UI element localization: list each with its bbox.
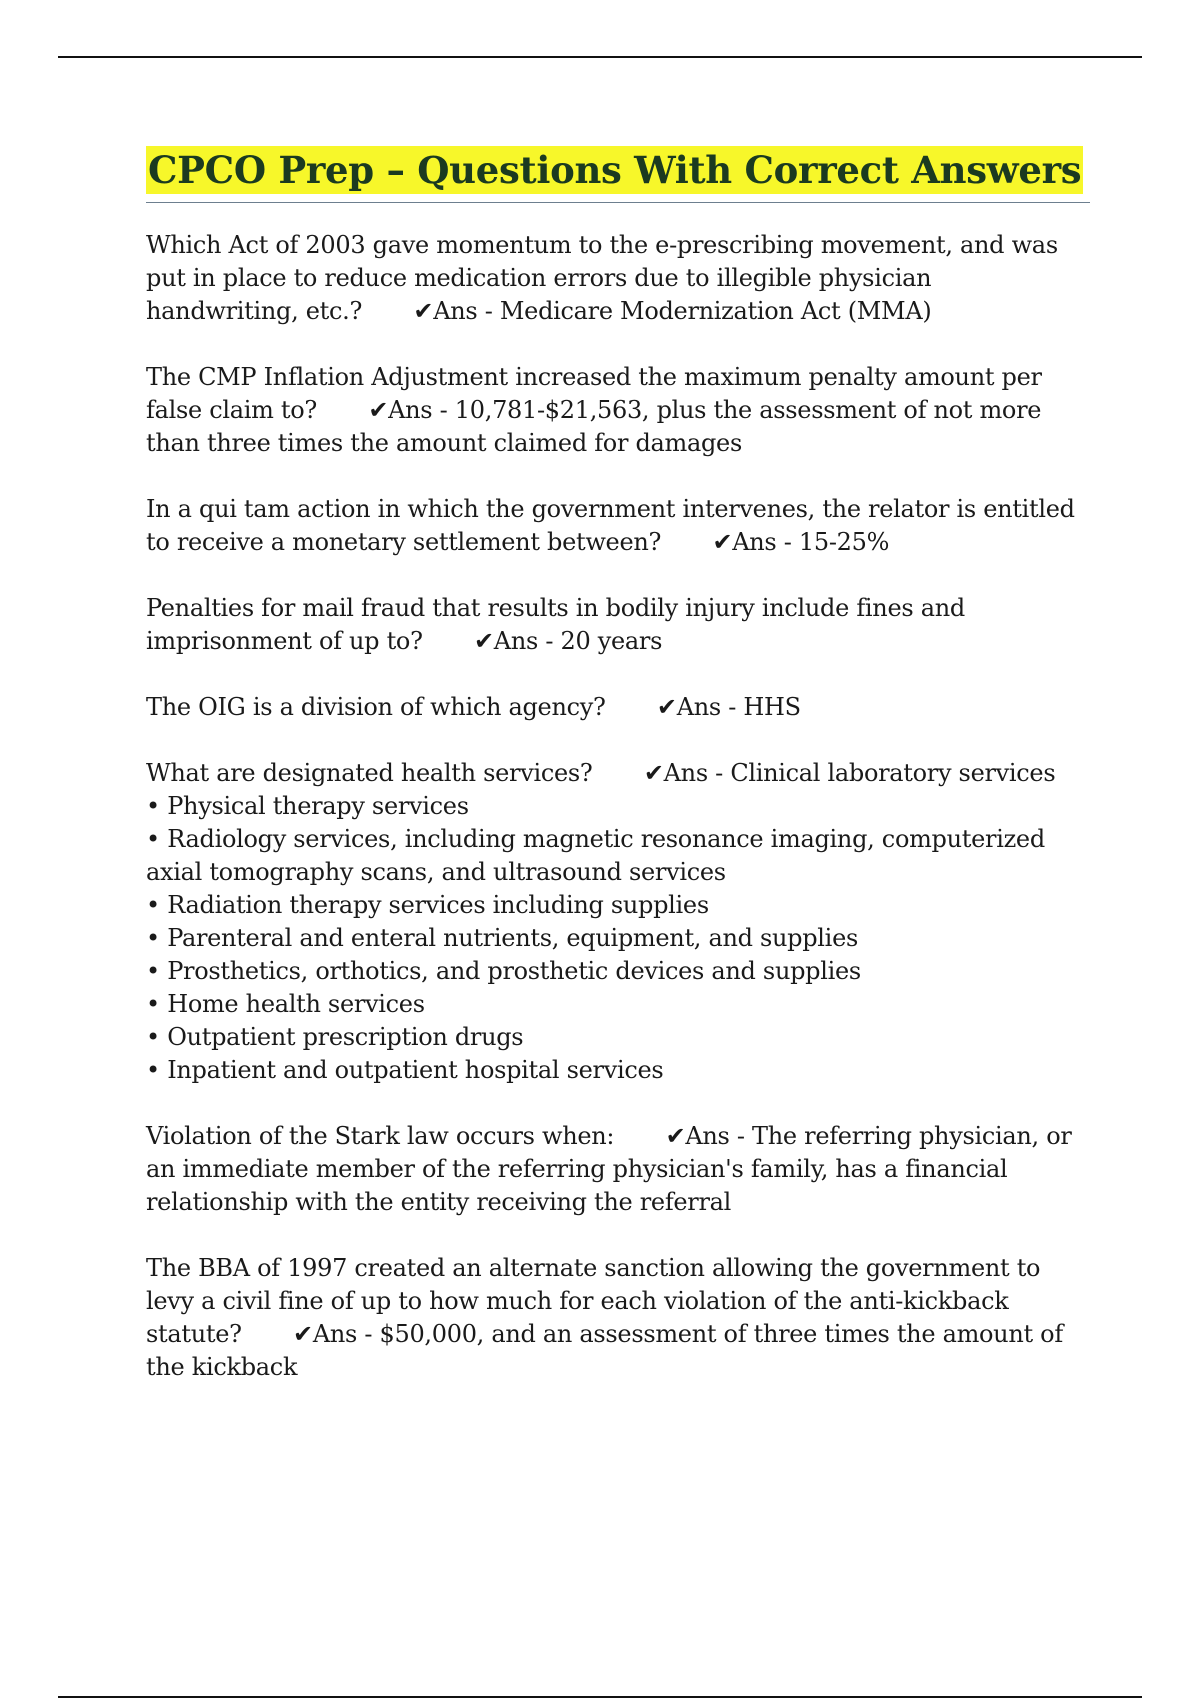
title-block [146, 146, 1090, 203]
document-body [146, 146, 1090, 1417]
answer-bullet-item [146, 823, 1090, 889]
qa-item [146, 757, 1090, 1087]
page-title: CPCO Prep – Questions With Correct Answers [148, 148, 1082, 192]
question-text: Violation of the Stark law occurs when: [146, 1122, 615, 1150]
answer-bullet-text: Outpatient prescription drugs [167, 1023, 524, 1051]
answer-text: 20 years [560, 627, 663, 655]
answer-bullet-item [146, 1054, 1090, 1087]
answer-text: $50,000, and an assessment of three times the amount of the kickback [146, 1320, 1063, 1381]
header-rule [58, 56, 1142, 58]
answer-marker: ✔Ans - [643, 759, 731, 787]
answer-bullet-text: Physical therapy services [167, 792, 469, 820]
footer-rule [58, 1696, 1142, 1698]
qa-item [146, 691, 1090, 724]
answer-bullet-text: Parenteral and enteral nutrients, equipment, and supplies [167, 924, 858, 952]
answer-bullet-text: Radiology services, including magnetic resonance imaging, computerized axial tomography scans, and ultrasound services [146, 825, 1045, 886]
answer-text: 10,781-$21,563, plus the assessment of not more than three times the amount claimed for damages [146, 396, 1042, 457]
question-text: Which Act of 2003 gave momentum to the e-prescribing movement, and was put in place to reduce medication errors due to illegible physician handwriting, etc.? [146, 231, 1058, 325]
qa-item [146, 1120, 1090, 1219]
answer-bullet-item [146, 1021, 1090, 1054]
question-text: What are designated health services? [146, 759, 593, 787]
answer-text: Medicare Modernization Act (MMA) [499, 297, 932, 325]
answer-bullet-item [146, 889, 1090, 922]
question-text: In a qui tam action in which the government intervenes, the relator is entitled to receive a monetary settlement between? [146, 495, 1075, 556]
qa-item [146, 1252, 1090, 1384]
answer-bullet-item [146, 988, 1090, 1021]
question-text: Penalties for mail fraud that results in bodily injury include fines and imprisonment of up to? [146, 594, 965, 655]
answer-bullet-text: Home health services [167, 990, 425, 1018]
qa-item [146, 361, 1090, 460]
answer-marker: ✔Ans - [293, 1320, 380, 1348]
question-text: The OIG is a division of which agency? [146, 693, 606, 721]
answer-bullet-list [146, 790, 1090, 1087]
qa-item [146, 592, 1090, 658]
answer-text: Clinical laboratory services [730, 759, 1056, 787]
answer-bullet-text: Prosthetics, orthotics, and prosthetic devices and supplies [167, 957, 861, 985]
answer-bullet-item [146, 922, 1090, 955]
question-text: The CMP Inflation Adjustment increased the maximum penalty amount per false claim to? [146, 363, 1042, 424]
answer-marker: ✔Ans - [368, 396, 455, 424]
answer-marker: ✔Ans - [665, 1122, 753, 1150]
qa-item [146, 229, 1090, 328]
answer-marker: ✔Ans - [656, 693, 744, 721]
answer-text: 15-25% [798, 528, 890, 556]
answer-marker: ✔Ans - [473, 627, 561, 655]
answer-bullet-item [146, 955, 1090, 988]
answer-text: HHS [743, 693, 801, 721]
question-text: The BBA of 1997 created an alternate sanction allowing the government to levy a civil fine of up to how much for each violation of the anti-kickback statute? [146, 1254, 1041, 1348]
answer-bullet-text: Radiation therapy services including supplies [167, 891, 709, 919]
qa-list [146, 229, 1090, 1384]
answer-text: The referring physician, or an immediate member of the referring physician's family, has a financial relationship with the entity receiving the referral [146, 1122, 1072, 1216]
answer-marker: ✔Ans - [413, 297, 500, 325]
answer-marker: ✔Ans - [712, 528, 799, 556]
answer-bullet-item [146, 790, 1090, 823]
answer-bullet-text: Inpatient and outpatient hospital services [167, 1056, 664, 1084]
qa-item [146, 493, 1090, 559]
